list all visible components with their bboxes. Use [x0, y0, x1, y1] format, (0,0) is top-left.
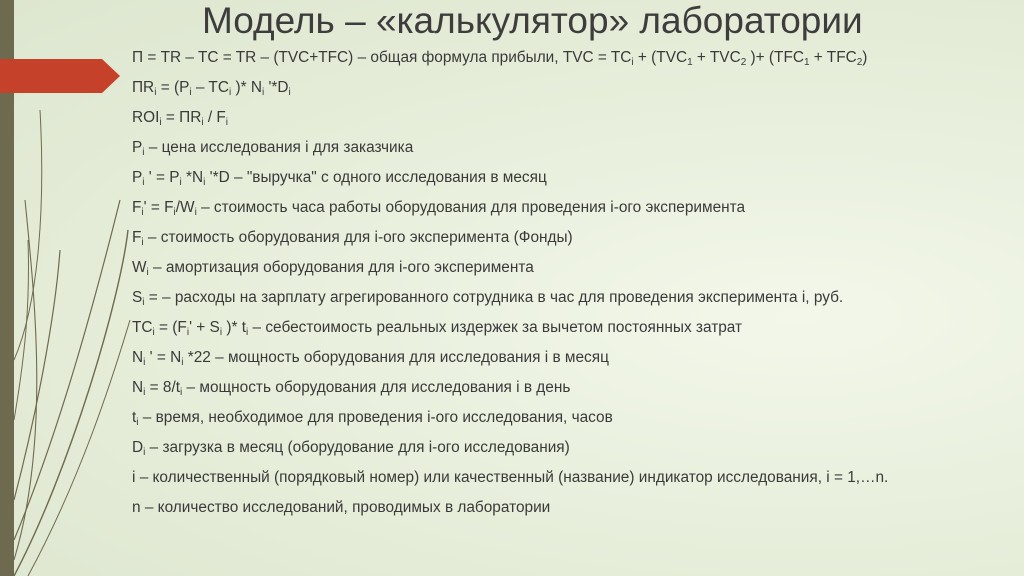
formula-text: – мощность оборудования для исследования i в день — [182, 379, 571, 396]
subscript: 1 — [803, 57, 810, 68]
subscript: i — [143, 387, 146, 398]
formula-line — [132, 288, 1017, 307]
formula-text: = 8/t — [145, 379, 181, 396]
formula-text: *22 – мощность оборудования для исследования i в месяц — [183, 349, 609, 366]
formula-text: ROI — [132, 109, 160, 126]
subscript: i — [179, 177, 182, 188]
subscript: i — [261, 87, 265, 98]
formula-text: D — [132, 439, 144, 456]
subscript: i — [143, 357, 146, 368]
subscript: i — [181, 357, 184, 368]
formula-text: ' = F — [143, 199, 174, 216]
formula-text: F — [132, 229, 142, 246]
subscript: i — [142, 297, 145, 308]
formula-text: '*D — [264, 79, 289, 96]
formula-text: W — [132, 259, 147, 276]
formula-text: )* t — [222, 319, 247, 336]
formula-line — [132, 408, 1017, 427]
formula-text: /W — [175, 199, 195, 216]
subscript: i — [180, 387, 183, 398]
subscript: i — [142, 147, 145, 158]
formula-text: / F — [203, 109, 226, 126]
formula-line — [132, 48, 1017, 67]
formula-text: = (P — [156, 79, 190, 96]
formula-text: – время, необходимое для проведения i-ого исследования, часов — [138, 409, 613, 426]
formula-text: – себестоимость реальных издержек за вычетом постоянных затрат — [248, 319, 743, 336]
formula-text: )* N — [231, 79, 262, 96]
formula-text: F — [132, 199, 142, 216]
formula-text: – стоимость оборудования для i-ого эксперимента (Фонды) — [143, 229, 573, 246]
subscript: i — [631, 57, 634, 68]
formula-text: П = TR – TC = TR – (TVC+TFC) – общая формула прибыли, TVC = TC — [132, 49, 632, 66]
formula-text: + TVC — [692, 49, 741, 66]
subscript: i — [246, 327, 249, 338]
formula-line — [132, 228, 1017, 247]
subscript: i — [186, 327, 190, 338]
slide-title: Модель – «калькулятор» лаборатории — [202, 0, 863, 41]
formula-text: + TFC — [809, 49, 857, 66]
subscript: 2 — [856, 57, 863, 68]
subscript: 2 — [740, 57, 747, 68]
formula-text: – цена исследования i для заказчика — [144, 139, 414, 156]
formula-line — [132, 498, 1017, 517]
formula-text: – стоимость часа работы оборудования для проведения i-ого эксперимента — [196, 199, 746, 216]
formula-text: – амортизация оборудования для i-ого эксперимента — [148, 259, 534, 276]
subscript: i — [159, 117, 162, 128]
formula-line — [132, 468, 1017, 487]
formula-text: – загрузка в месяц (оборудование для i-ого исследования) — [145, 439, 570, 456]
formula-line — [132, 318, 1017, 337]
formula-text: ПR — [132, 79, 155, 96]
subscript: i — [194, 207, 197, 218]
subscript: i — [219, 327, 223, 338]
formula-line — [132, 138, 1017, 157]
formula-text: = ПR — [161, 109, 202, 126]
formula-text: N — [132, 379, 144, 396]
subscript: i — [152, 327, 155, 338]
subscript: i — [136, 417, 139, 428]
subscript: i — [154, 87, 157, 98]
formula-text: ' + S — [189, 319, 220, 336]
formula-list — [132, 48, 1017, 528]
subscript: i — [142, 177, 145, 188]
formula-text: i – количественный (порядковый номер) или качественный (название) индикатор исследования, i = 1,…n. — [132, 469, 889, 486]
formula-text: – TC — [191, 79, 229, 96]
formula-line — [132, 168, 1017, 187]
formula-text: n – количество исследований, проводимых в лаборатории — [132, 499, 551, 516]
subscript: i — [173, 207, 176, 218]
subscript: i — [141, 207, 144, 218]
subscript: i — [228, 87, 232, 98]
formula-text: '*D – "выручка" с одного исследования в месяц — [205, 169, 547, 186]
formula-line — [132, 378, 1017, 397]
formula-line — [132, 438, 1017, 457]
formula-text: S — [132, 289, 143, 306]
formula-text: = – расходы на зарплату агрегированного сотрудника в час для проведения эксперимента i, руб. — [144, 289, 844, 306]
formula-line — [132, 348, 1017, 367]
formula-text: N — [132, 349, 144, 366]
subscript: i — [201, 117, 204, 128]
formula-line — [132, 108, 1017, 127]
formula-text: )+ (TFC — [746, 49, 804, 66]
formula-text: ) — [862, 49, 868, 66]
red-arrow-accent — [0, 59, 120, 93]
formula-text: P — [132, 139, 143, 156]
subscript: i — [225, 117, 229, 128]
subscript: i — [203, 177, 206, 188]
formula-line — [132, 198, 1017, 217]
formula-text: ' = N — [145, 349, 182, 366]
subscript: i — [141, 237, 144, 248]
formula-text: TC — [132, 319, 153, 336]
formula-text: + (TVC — [633, 49, 688, 66]
formula-text: *N — [181, 169, 204, 186]
subscript: i — [146, 267, 149, 278]
subscript: 1 — [687, 57, 693, 68]
formula-text: t — [132, 409, 137, 426]
formula-text: = (F — [154, 319, 187, 336]
subscript: i — [189, 87, 192, 98]
subscript: i — [143, 447, 146, 458]
formula-text: ' = P — [144, 169, 180, 186]
formula-text: P — [132, 169, 143, 186]
subscript: i — [288, 87, 291, 98]
formula-line — [132, 78, 1017, 97]
formula-line — [132, 258, 1017, 277]
